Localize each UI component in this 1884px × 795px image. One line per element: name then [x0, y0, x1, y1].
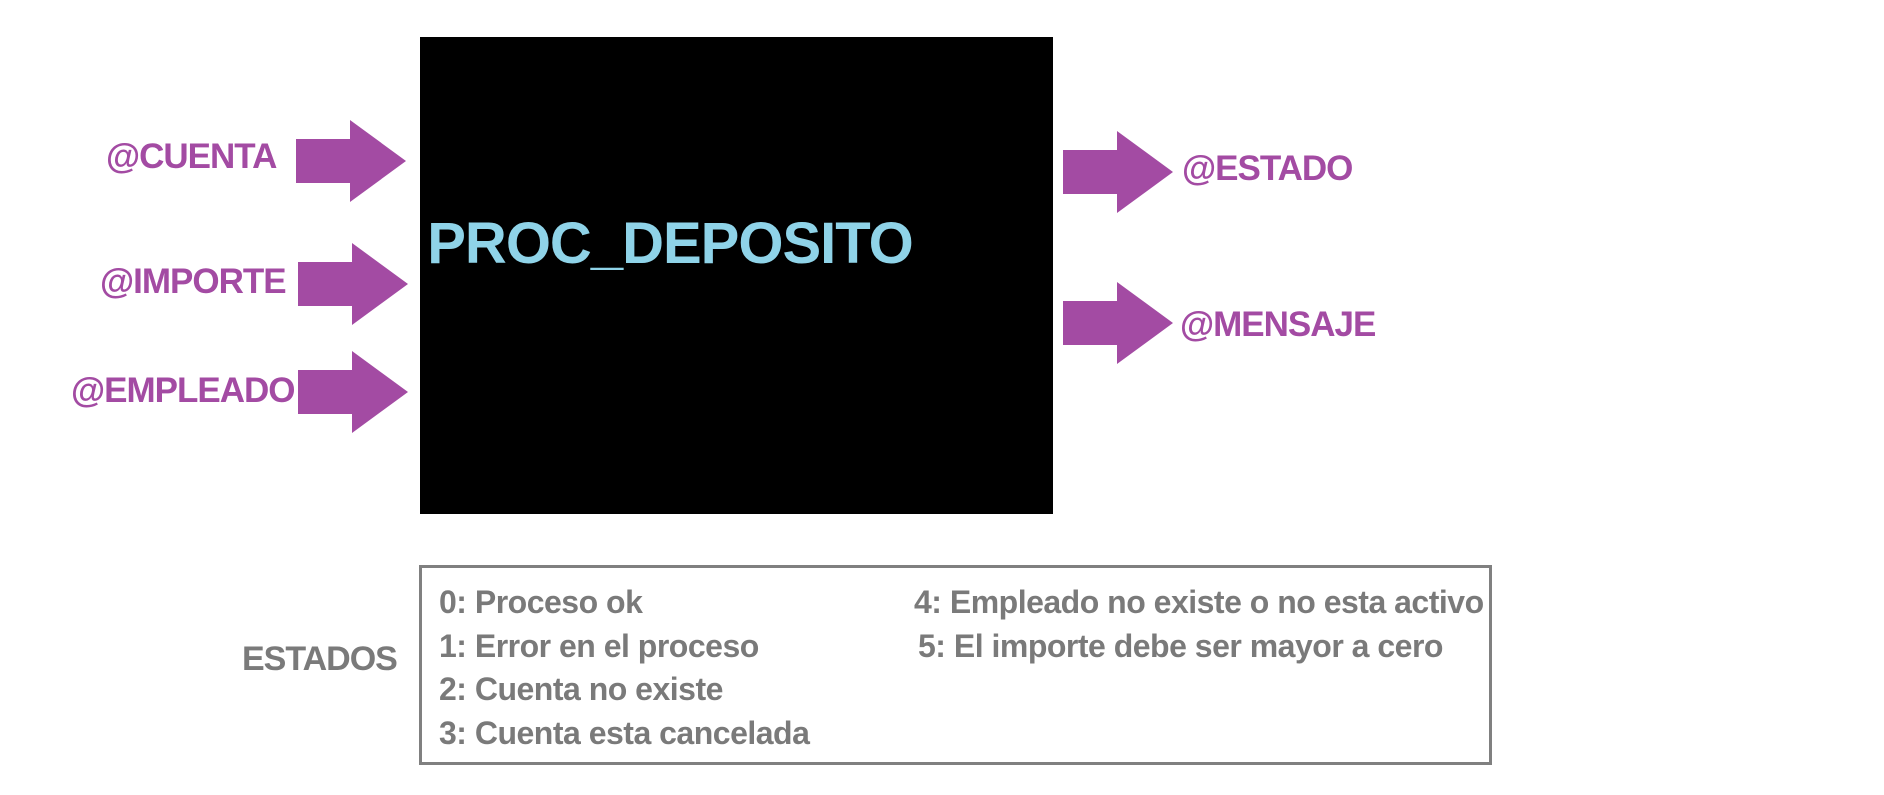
- output-arrow-icon: [1063, 131, 1173, 213]
- estados-label: ESTADOS: [242, 640, 397, 678]
- estado-item: 5: El importe debe ser mayor a cero: [918, 628, 1443, 664]
- estado-item: 0: Proceso ok: [439, 584, 643, 620]
- input-label-cuenta: @CUENTA: [106, 137, 277, 176]
- procedure-title: PROC_DEPOSITO: [427, 211, 913, 276]
- estado-item: 2: Cuenta no existe: [439, 671, 723, 707]
- output-label-mensaje: @MENSAJE: [1180, 305, 1376, 344]
- input-label-empleado: @EMPLEADO: [71, 371, 295, 410]
- output-arrow-icon: [1063, 282, 1173, 364]
- estado-item: 1: Error en el proceso: [439, 628, 759, 664]
- output-label-estado: @ESTADO: [1182, 149, 1353, 188]
- estado-item: 4: Empleado no existe o no esta activo: [914, 584, 1484, 620]
- input-arrow-icon: [296, 120, 406, 202]
- input-arrow-icon: [298, 351, 408, 433]
- estado-item: 3: Cuenta esta cancelada: [439, 715, 810, 751]
- input-arrow-icon: [298, 243, 408, 325]
- input-label-importe: @IMPORTE: [100, 262, 286, 301]
